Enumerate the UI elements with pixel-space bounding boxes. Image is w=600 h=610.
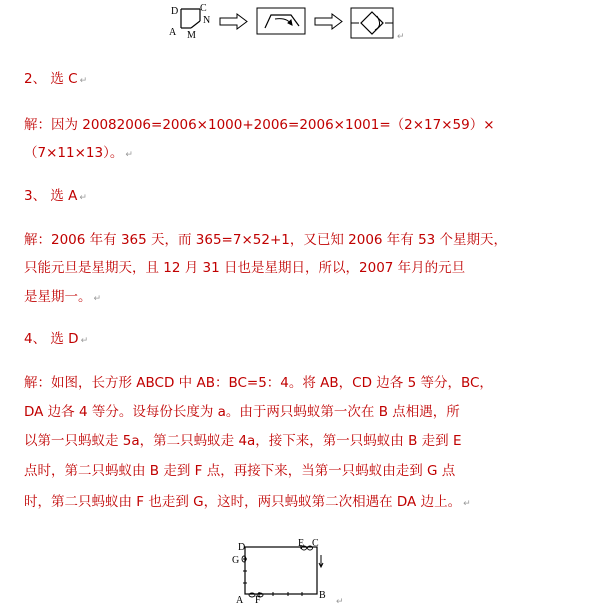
solution-line: 以第一只蚂蚁走 5a，第二只蚂蚁走 4a，接下来，第一只蚂蚁由 B 走到 E bbox=[24, 433, 462, 449]
return-mark: ↵ bbox=[79, 76, 88, 86]
label-d: D bbox=[238, 542, 246, 553]
shape-frame-3 bbox=[351, 8, 393, 38]
bottom-figure bbox=[224, 536, 354, 606]
return-mark: ↵ bbox=[93, 294, 102, 304]
label-c: C bbox=[312, 538, 319, 549]
label-a: A bbox=[236, 595, 244, 606]
return-mark: ↵ bbox=[79, 193, 87, 203]
solution-line: 解：2006 年有 365 天，而 365=7×52+1，又已知 2006 年有 53 个星期天， bbox=[24, 232, 508, 248]
return-mark: ↵ bbox=[463, 499, 471, 509]
solution-line: （7×11×13）。 ↵ bbox=[24, 145, 133, 161]
label-d: D bbox=[171, 6, 179, 17]
solution-line: 解：如图，长方形 ABCD 中 AB：BC=5：4。将 AB，CD 边各 5 等分，BC， bbox=[24, 375, 493, 391]
shape-dcnma bbox=[181, 9, 200, 28]
arrow-right-icon bbox=[220, 14, 247, 29]
return-mark: ↵ bbox=[336, 596, 344, 606]
section-heading: 4、 选 D ↵ bbox=[24, 331, 89, 347]
return-mark: ↵ bbox=[397, 31, 405, 41]
shape-frame-2 bbox=[257, 8, 305, 34]
solution-line: 只能元旦是星期天，且 12 月 31 日也是星期日，所以，2007 年月的元旦 bbox=[24, 260, 466, 276]
ant-markers bbox=[242, 546, 313, 597]
label-f: F bbox=[255, 595, 261, 606]
label-b: B bbox=[319, 590, 326, 601]
label-g: G bbox=[232, 555, 240, 566]
label-c: C bbox=[200, 3, 207, 14]
top-figure bbox=[165, 2, 405, 42]
label-n: N bbox=[203, 15, 211, 26]
solution-line: 解：因为 20082006=2006×1000+2006=2006×1001=（2×17×59）× bbox=[24, 117, 495, 133]
section-heading: 3、 选 A ↵ bbox=[24, 188, 87, 204]
label-e: E bbox=[298, 538, 305, 549]
rectangle-abcd bbox=[245, 547, 317, 594]
return-mark: ↵ bbox=[125, 150, 133, 160]
section-heading: 2、 选 C ↵ bbox=[24, 71, 88, 87]
solution-line: 点时，第二只蚂蚁由 B 走到 F 点，再接下来，当第一只蚂蚁由走到 G 点 bbox=[24, 463, 456, 479]
label-m: M bbox=[187, 30, 196, 41]
arrow-down-icon bbox=[319, 555, 323, 567]
solution-line: 是星期一。 ↵ bbox=[24, 289, 102, 305]
arrow-right-icon bbox=[315, 14, 342, 29]
solution-line: DA 边各 4 等分。设每份长度为 a。由于两只蚂蚁第一次在 B 点相遇，所 bbox=[24, 404, 460, 420]
return-mark: ↵ bbox=[80, 336, 89, 346]
solution-line: 时，第二只蚂蚁由 F 也走到 G，这时，两只蚂蚁第二次相遇在 DA 边上。 ↵ bbox=[24, 494, 471, 510]
division-ticks bbox=[243, 545, 302, 596]
label-a: A bbox=[169, 27, 177, 38]
